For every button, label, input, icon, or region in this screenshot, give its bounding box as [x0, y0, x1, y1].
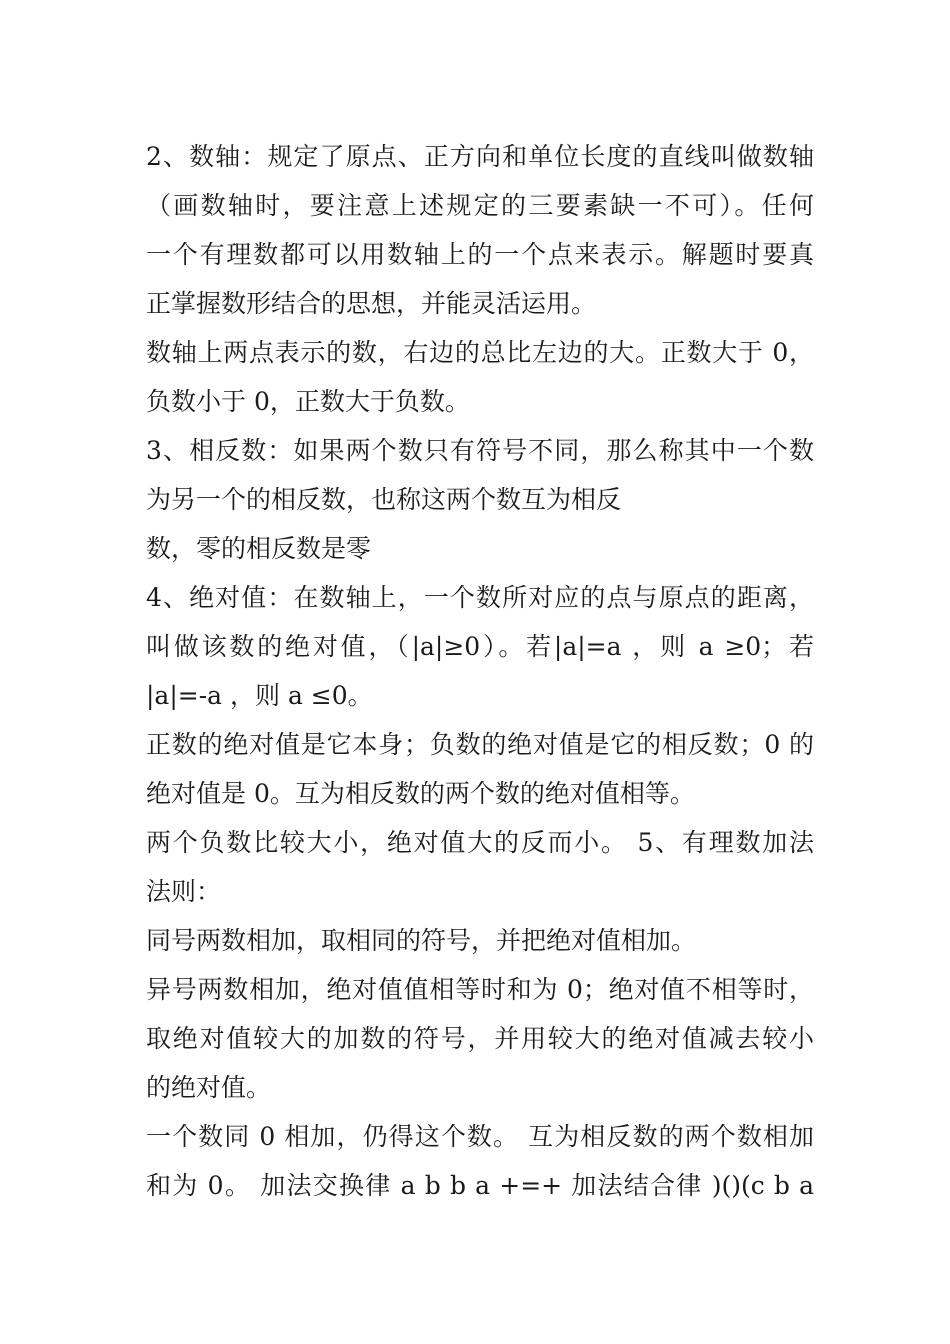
- text-line: （画数轴时，要注意上述规定的三要素缺一不可）。任何: [146, 191, 814, 220]
- text-line: 法则：: [146, 877, 222, 906]
- text-line: 2、数轴：规定了原点、正方向和单位长度的直线叫做数轴: [146, 142, 814, 171]
- text-line: 3、相反数：如果两个数只有符号不同，那么称其中一个数: [146, 436, 814, 465]
- text-line: 正掌握数形结合的思想，并能灵活运用。: [146, 289, 597, 318]
- text-line: 正数的绝对值是它本身；负数的绝对值是它的相反数；0 的: [146, 730, 814, 759]
- text-line: 为另一个的相反数，也称这两个数互为相反: [146, 485, 622, 514]
- text-line: 异号两数相加，绝对值值相等时和为 0；绝对值不相等时，: [146, 975, 814, 1004]
- text-line: 和为 0。 加法交换律 a b b a +=+ 加法结合律 )()(c b a: [146, 1171, 814, 1200]
- text-line: 两个负数比较大小，绝对值大的反而小。 5、有理数加法: [146, 828, 814, 857]
- text-line: 一个数同 0 相加，仍得这个数。 互为相反数的两个数相加: [146, 1122, 814, 1151]
- text-line: |a|=-a ，则 a ≤0。: [146, 681, 373, 710]
- text-line: 数轴上两点表示的数，右边的总比左边的大。正数大于 0，: [146, 338, 814, 367]
- text-line: 负数小于 0，正数大于负数。: [146, 387, 470, 416]
- text-line: 的绝对值。: [146, 1073, 272, 1102]
- text-line: 绝对值是 0。互为相反数的两个数的绝对值相等。: [146, 779, 695, 808]
- text-line: 叫做该数的绝对值，（|a|≥0）。若|a|=a ，则 a ≥0；若: [146, 632, 814, 661]
- text-line: 同号两数相加，取相同的符号，并把绝对值相加。: [146, 926, 697, 955]
- text-line: 数，零的相反数是零: [146, 534, 372, 563]
- text-line: 4、绝对值：在数轴上，一个数所对应的点与原点的距离，: [146, 583, 814, 612]
- text-line: 一个有理数都可以用数轴上的一个点来表示。解题时要真: [146, 240, 814, 269]
- document-body: [146, 132, 814, 1210]
- text-line: 取绝对值较大的加数的符号，并用较大的绝对值减去较小: [146, 1024, 814, 1053]
